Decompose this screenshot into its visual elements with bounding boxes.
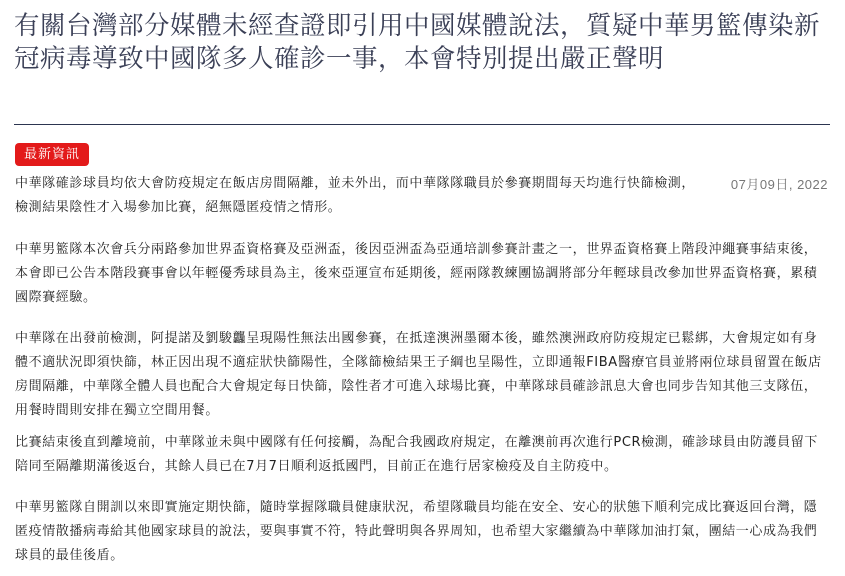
article-paragraph: 中華男籃隊自開訓以來即實施定期快篩，隨時掌握隊職員健康狀況，希望隊職員均能在安全、安心的狀態下順利完成比賽返回台灣，隱匿疫情散播病毒給其他國家球員的說法，要與事實不符，特此聲明與各界周知，也希望大家繼續為中華隊加油打氣，團結一心成為我們球員的最佳後盾。 — [15, 500, 818, 563]
article-paragraph: 中華隊在出發前檢測，阿提諾及劉駿龘呈現陽性無法出國參賽，在抵達澳洲墨爾本後，雖然澳洲政府防疫規定已鬆綁，大會規定如有身體不適狀況即須快篩，林正因出現不適症狀快篩陽性，全隊篩檢結果王子綱也呈陽性，立即通報FIBA醫療官員並將兩位球員留置在飯店房間隔離，中華隊全體人員也配合大會規定每日快篩，陰性者才可進入球場比賽，中華隊球員確診訊息大會也同步告知其他三支隊伍，用餐時間則安排在獨立空間用餐。 — [15, 331, 822, 418]
article-date: 07月09日, 2022 — [730, 177, 828, 192]
article-paragraph: 比賽結束後直到離境前，中華隊並未與中國隊有任何接觸，為配合我國政府規定，在離澳前再次進行PCR檢測，確診球員由防護員留下陪同至隔離期滿後返台，其餘人員已在7月7日順利返抵國門，目前正在進行居家檢疫及自主防疫中。 — [15, 435, 818, 474]
article-title: 有關台灣部分媒體未經查證即引用中國媒體說法，質疑中華男籃傳染新冠病毒導致中國隊多人確診一事，本會特別提出嚴正聲明 — [14, 11, 821, 74]
news-badge[interactable]: 最新資訊 — [15, 143, 89, 166]
article-paragraph: 中華男籃隊本次會兵分兩路參加世界盃資格賽及亞洲盃，後因亞洲盃為亞通培訓參賽計畫之一，世界盃資格賽上階段沖繩賽事結束後，本會即已公告本階段賽事會以年輕優秀球員為主，後來亞運宣布延期後，經兩隊教練團協調將部分年輕球員改參加世界盃資格賽，累積國際賽經驗。 — [15, 242, 818, 305]
article-paragraph: 中華隊確診球員均依大會防疫規定在飯店房間隔離，並未外出，而中華隊隊職員於參賽期間每天均進行快篩檢測，檢測結果陰性才入場參加比賽，絕無隱匿疫情之情形。 — [15, 176, 696, 215]
title-divider — [14, 124, 830, 125]
